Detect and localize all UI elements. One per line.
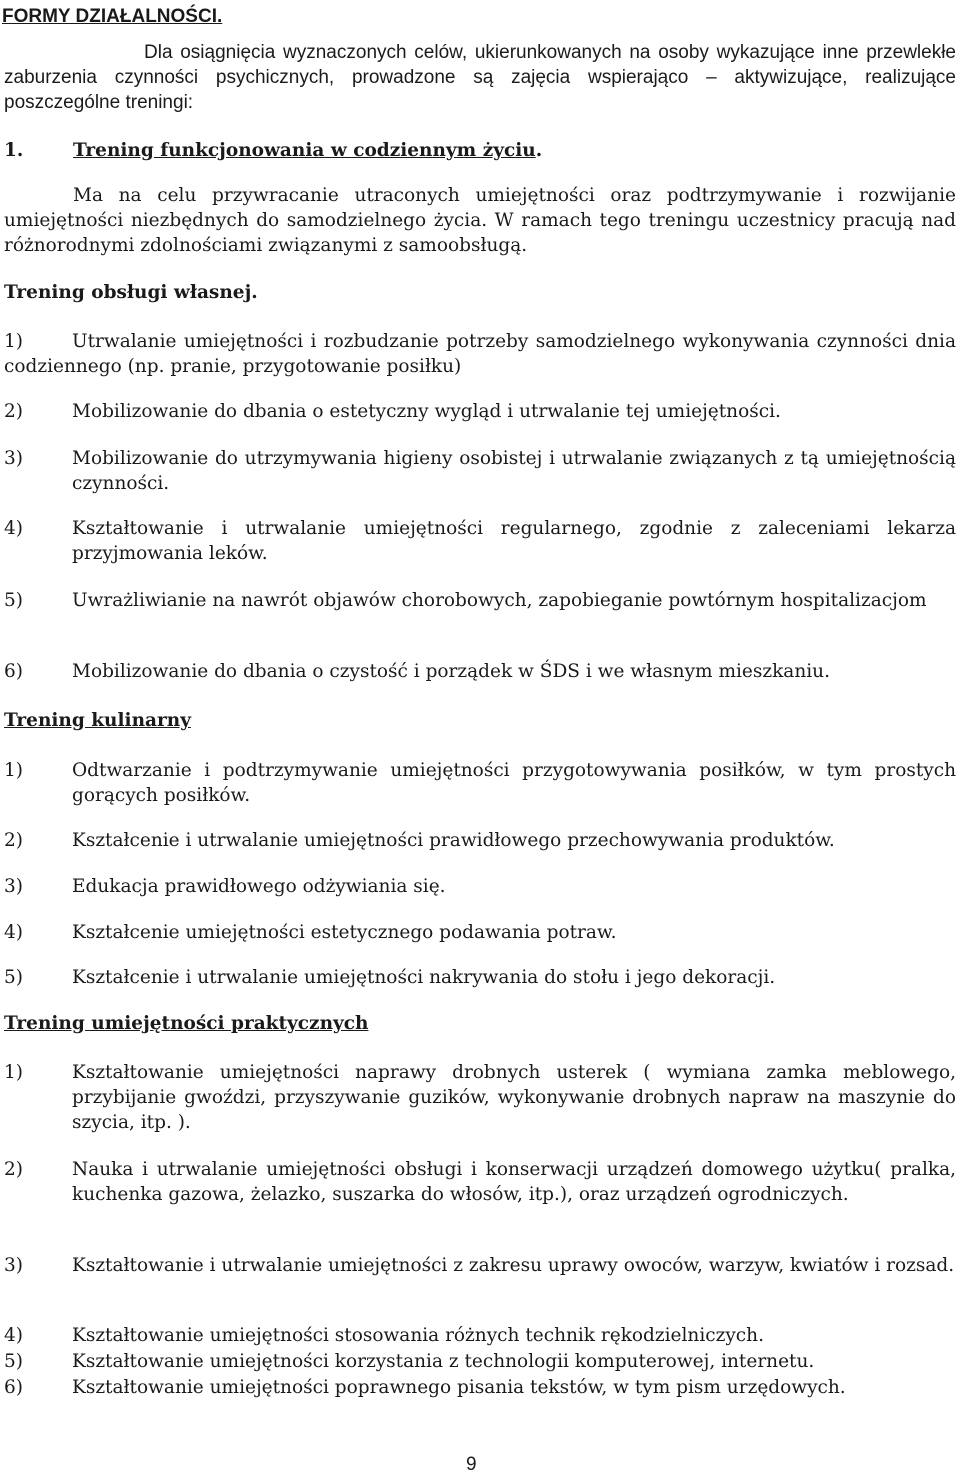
list-item xyxy=(4,399,956,424)
list-item xyxy=(4,1375,956,1400)
list-item-number: 1) xyxy=(4,331,23,352)
page-number: 9 xyxy=(466,1454,477,1475)
list-item-text: Kształtowanie i utrwalanie umiejętności z zakresu uprawy owoców, warzyw, kwiatów i rozsad. xyxy=(72,1255,955,1276)
list-item xyxy=(4,329,956,379)
list-item-text: Kształcenie i utrwalanie umiejętności nakrywania do stołu i jego dekoracji. xyxy=(72,967,776,988)
subsection-title-self-care: Trening obsługi własnej. xyxy=(4,282,258,303)
list-item xyxy=(4,1349,956,1374)
list-item-number: 3) xyxy=(4,876,23,897)
list-item-number: 5) xyxy=(4,590,23,611)
list-item xyxy=(4,1157,956,1207)
list-item-text: Kształtowanie i utrwalanie umiejętności regularnego, zgodnie z zaleceniami lekarza przyjmowania leków. xyxy=(72,518,956,564)
list-item xyxy=(4,516,956,566)
list-item-number: 5) xyxy=(4,967,23,988)
list-item-text: Kształcenie umiejętności estetycznego podawania potraw. xyxy=(72,922,617,943)
section-title-suffix: . xyxy=(535,140,543,161)
section-title-text: Trening funkcjonowania w codziennym życiu xyxy=(73,140,536,161)
list-item-text: Mobilizowanie do dbania o czystość i porządek w ŚDS i we własnym mieszkaniu. xyxy=(72,661,830,682)
list-item-text: Mobilizowanie do utrzymywania higieny osobistej i utrwalanie związanych z tą umiejętnością czynności. xyxy=(72,448,956,494)
list-item-text: Odtwarzanie i podtrzymywanie umiejętności przygotowywania posiłków, w tym prostych gorących posiłków. xyxy=(72,760,956,806)
list-item-text: Kształtowanie umiejętności naprawy drobnych usterek ( wymiana zamka meblowego, przybijanie gwoździ, przyszywanie guzików, wykonywanie drobnych napraw na maszynie do szycia, itp. ). xyxy=(72,1062,956,1133)
list-item-number: 2) xyxy=(4,1159,23,1180)
list-item-number: 4) xyxy=(4,922,23,943)
subsection-title-practical: Trening umiejętności praktycznych xyxy=(4,1013,369,1034)
list-item-number: 6) xyxy=(4,1377,23,1398)
list-item-number: 4) xyxy=(4,1325,23,1346)
list-item xyxy=(4,588,956,613)
list-item-number: 1) xyxy=(4,1062,23,1083)
section-description: Ma na celu przywracanie utraconych umiejętności oraz podtrzymywanie i rozwijanie umiejętności niezbędnych do samodzielnego życia. W ramach tego treningu uczestnicy pracują nad różnorodnymi zdolnościami związanymi z samoobsługą. xyxy=(4,185,956,256)
list-item-number: 3) xyxy=(4,1255,23,1276)
list-item xyxy=(4,874,956,899)
list-item-text: Mobilizowanie do dbania o estetyczny wygląd i utrwalanie tej umiejętności. xyxy=(72,401,781,422)
list-item xyxy=(4,920,956,945)
intro-paragraph: Dla osiągnięcia wyznaczonych celów, ukierunkowanych na osoby wykazujące inne przewlekłe zaburzenia czynności psychicznych, prowadzone są zajęcia wspierająco – aktywizujące, realizujące poszczególne treningi: xyxy=(4,42,956,113)
list-item-text: Kształtowanie umiejętności poprawnego pisania tekstów, w tym pism urzędowych. xyxy=(72,1377,846,1398)
subsection-title-cooking: Trening kulinarny xyxy=(4,710,191,731)
list-item-text: Nauka i utrwalanie umiejętności obsługi i konserwacji urządzeń domowego użytku( pralka, kuchenka gazowa, żelazko, suszarka do włosów, itp.), oraz urządzeń ogrodniczych. xyxy=(72,1159,956,1205)
list-item xyxy=(4,758,956,808)
list-item-text: Edukacja prawidłowego odżywiania się. xyxy=(72,876,446,897)
list-item xyxy=(4,446,956,496)
list-item-text: Uwrażliwianie na nawrót objawów chorobowych, zapobieganie powtórnym hospitalizacjom xyxy=(72,590,927,611)
page-heading: FORMY DZIAŁALNOŚCI. xyxy=(2,6,223,27)
list-item-text: Kształtowanie umiejętności korzystania z technologii komputerowej, internetu. xyxy=(72,1351,815,1372)
list-item xyxy=(4,1323,956,1348)
list-item xyxy=(4,965,956,990)
list-item-text: Kształcenie i utrwalanie umiejętności prawidłowego przechowywania produktów. xyxy=(72,830,835,851)
list-item-number: 3) xyxy=(4,448,23,469)
list-item-number: 2) xyxy=(4,401,23,422)
list-item xyxy=(4,1253,956,1278)
list-item-text: Kształtowanie umiejętności stosowania różnych technik rękodzielniczych. xyxy=(72,1325,764,1346)
list-item-number: 1) xyxy=(4,760,23,781)
list-item xyxy=(4,1060,956,1135)
list-item-text: Utrwalanie umiejętności i rozbudzanie potrzeby samodzielnego wykonywania czynności dnia codziennego (np. pranie, przygotowanie posiłku) xyxy=(4,331,956,377)
list-item-number: 2) xyxy=(4,830,23,851)
list-item-number: 5) xyxy=(4,1351,23,1372)
list-item-number: 4) xyxy=(4,518,23,539)
list-item-number: 6) xyxy=(4,661,23,682)
section-number: 1. xyxy=(4,140,24,161)
list-item xyxy=(4,659,956,684)
list-item xyxy=(4,828,956,853)
section-title xyxy=(4,138,542,163)
